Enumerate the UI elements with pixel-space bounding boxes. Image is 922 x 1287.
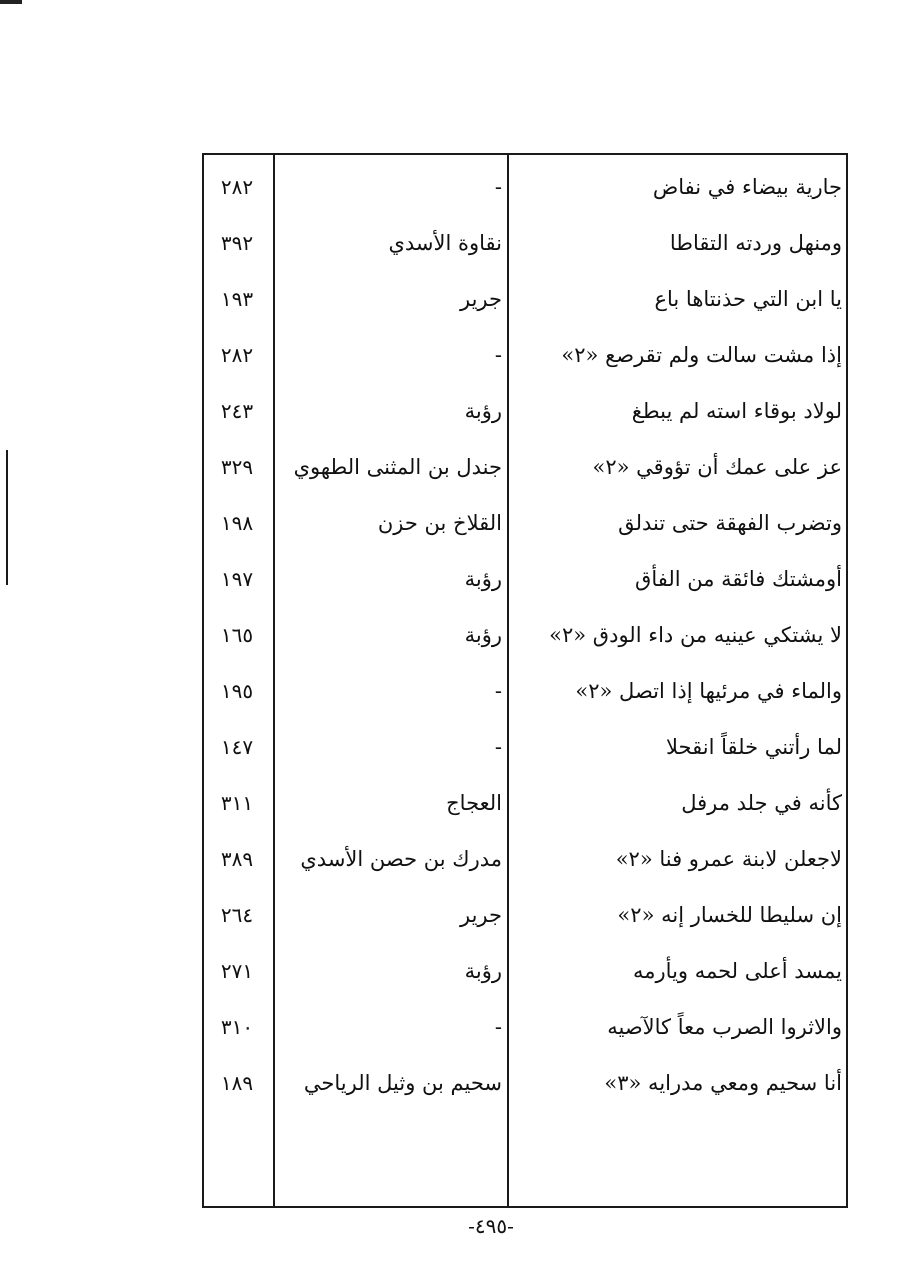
table-row bbox=[204, 383, 846, 439]
table-row bbox=[204, 327, 846, 383]
poet-cell: رؤبة bbox=[464, 567, 502, 591]
page-cell: ٢٨٢ bbox=[220, 175, 254, 199]
verse-cell: جارية بيضاء في نفاض bbox=[652, 175, 842, 199]
table-row bbox=[204, 831, 846, 887]
verse-cell: يمسد أعلى لحمه ويأرمه bbox=[633, 959, 842, 983]
poet-cell: - bbox=[494, 343, 502, 367]
poet-cell: نقاوة الأسدي bbox=[388, 231, 502, 255]
verse-cell: يا ابن التي حذنتاها باع bbox=[654, 287, 842, 311]
table-row bbox=[204, 663, 846, 719]
verse-cell: أومشتك فائقة من الفأق bbox=[635, 567, 842, 591]
page-cell: ٢٦٤ bbox=[220, 903, 254, 927]
poet-cell: رؤبة bbox=[464, 623, 502, 647]
page-cell: ٢٤٣ bbox=[220, 399, 254, 423]
page-cell: ١٩٣ bbox=[220, 287, 254, 311]
table-row bbox=[204, 887, 846, 943]
table-row bbox=[204, 495, 846, 551]
table-row bbox=[204, 271, 846, 327]
verse-cell: والاثروا الصرب معاً كالآصيه bbox=[607, 1015, 842, 1039]
verse-cell: إذا مشت سالت ولم تقرصع «٢» bbox=[561, 343, 842, 367]
poet-cell: رؤبة bbox=[464, 959, 502, 983]
page-cell: ١٩٥ bbox=[220, 679, 254, 703]
page-number: -٤٩٥- bbox=[468, 1214, 514, 1238]
poet-cell: القلاخ بن حزن bbox=[377, 511, 502, 535]
poet-cell: - bbox=[494, 1015, 502, 1039]
table-row bbox=[204, 943, 846, 999]
poet-cell: رؤبة bbox=[464, 399, 502, 423]
poet-cell: جرير bbox=[460, 903, 502, 927]
verse-cell: والماء في مرئيها إذا اتصل «٢» bbox=[575, 679, 842, 703]
poet-cell: - bbox=[494, 175, 502, 199]
page-cell: ٣٢٩ bbox=[220, 455, 254, 479]
table-row bbox=[204, 607, 846, 663]
page-cell: ٣١١ bbox=[220, 791, 254, 815]
table-row bbox=[204, 999, 846, 1055]
page-cell: ٣٨٩ bbox=[220, 847, 254, 871]
verse-cell: لا يشتكي عينيه من داء الودق «٢» bbox=[549, 623, 842, 647]
page-cell: ١٦٥ bbox=[220, 623, 254, 647]
verse-cell: كأنه في جلد مرفل bbox=[681, 791, 842, 815]
page-cell: ١٤٧ bbox=[220, 735, 254, 759]
page-cell: ٢٨٢ bbox=[220, 343, 254, 367]
poet-cell: سحيم بن وثيل الرياحي bbox=[303, 1071, 502, 1095]
page-cell: ٣٩٢ bbox=[220, 231, 254, 255]
table-row bbox=[204, 775, 846, 831]
verse-index-table bbox=[202, 153, 848, 1208]
poet-cell: جرير bbox=[460, 287, 502, 311]
verse-cell: ومنهل وردته التقاطا bbox=[669, 231, 842, 255]
table-row bbox=[204, 551, 846, 607]
table-row bbox=[204, 215, 846, 271]
verse-cell: لولاد بوقاء استه لم يبطغ bbox=[631, 399, 842, 423]
table-row bbox=[204, 439, 846, 495]
verse-cell: أنا سحيم ومعي مدرايه «٣» bbox=[604, 1071, 842, 1095]
scan-corner-mark bbox=[0, 0, 22, 4]
page-cell: ١٩٧ bbox=[220, 567, 254, 591]
verse-cell: إن سليطا للخسار إنه «٢» bbox=[617, 903, 842, 927]
table-row bbox=[204, 719, 846, 775]
page-cell: ٢٧١ bbox=[220, 959, 254, 983]
verse-cell: لاجعلن لابنة عمرو فنا «٢» bbox=[615, 847, 842, 871]
page-cell: ١٩٨ bbox=[220, 511, 254, 535]
page-cell: ١٨٩ bbox=[220, 1071, 254, 1095]
table-row bbox=[204, 159, 846, 215]
verse-cell: عز على عمك أن تؤوقي «٢» bbox=[592, 455, 842, 479]
poet-cell: مدرك بن حصن الأسدي bbox=[300, 847, 502, 871]
verse-cell: لما رأتني خلقاً انقحلا bbox=[666, 735, 842, 759]
page-cell: ٣١٠ bbox=[220, 1015, 254, 1039]
table-row bbox=[204, 1055, 846, 1111]
scan-edge-line bbox=[6, 450, 8, 585]
poet-cell: العجاج bbox=[446, 791, 502, 815]
poet-cell: - bbox=[494, 735, 502, 759]
poet-cell: - bbox=[494, 679, 502, 703]
poet-cell: جندل بن المثنى الطهوي bbox=[293, 455, 502, 479]
verse-cell: وتضرب الفهقة حتى تندلق bbox=[618, 511, 842, 535]
